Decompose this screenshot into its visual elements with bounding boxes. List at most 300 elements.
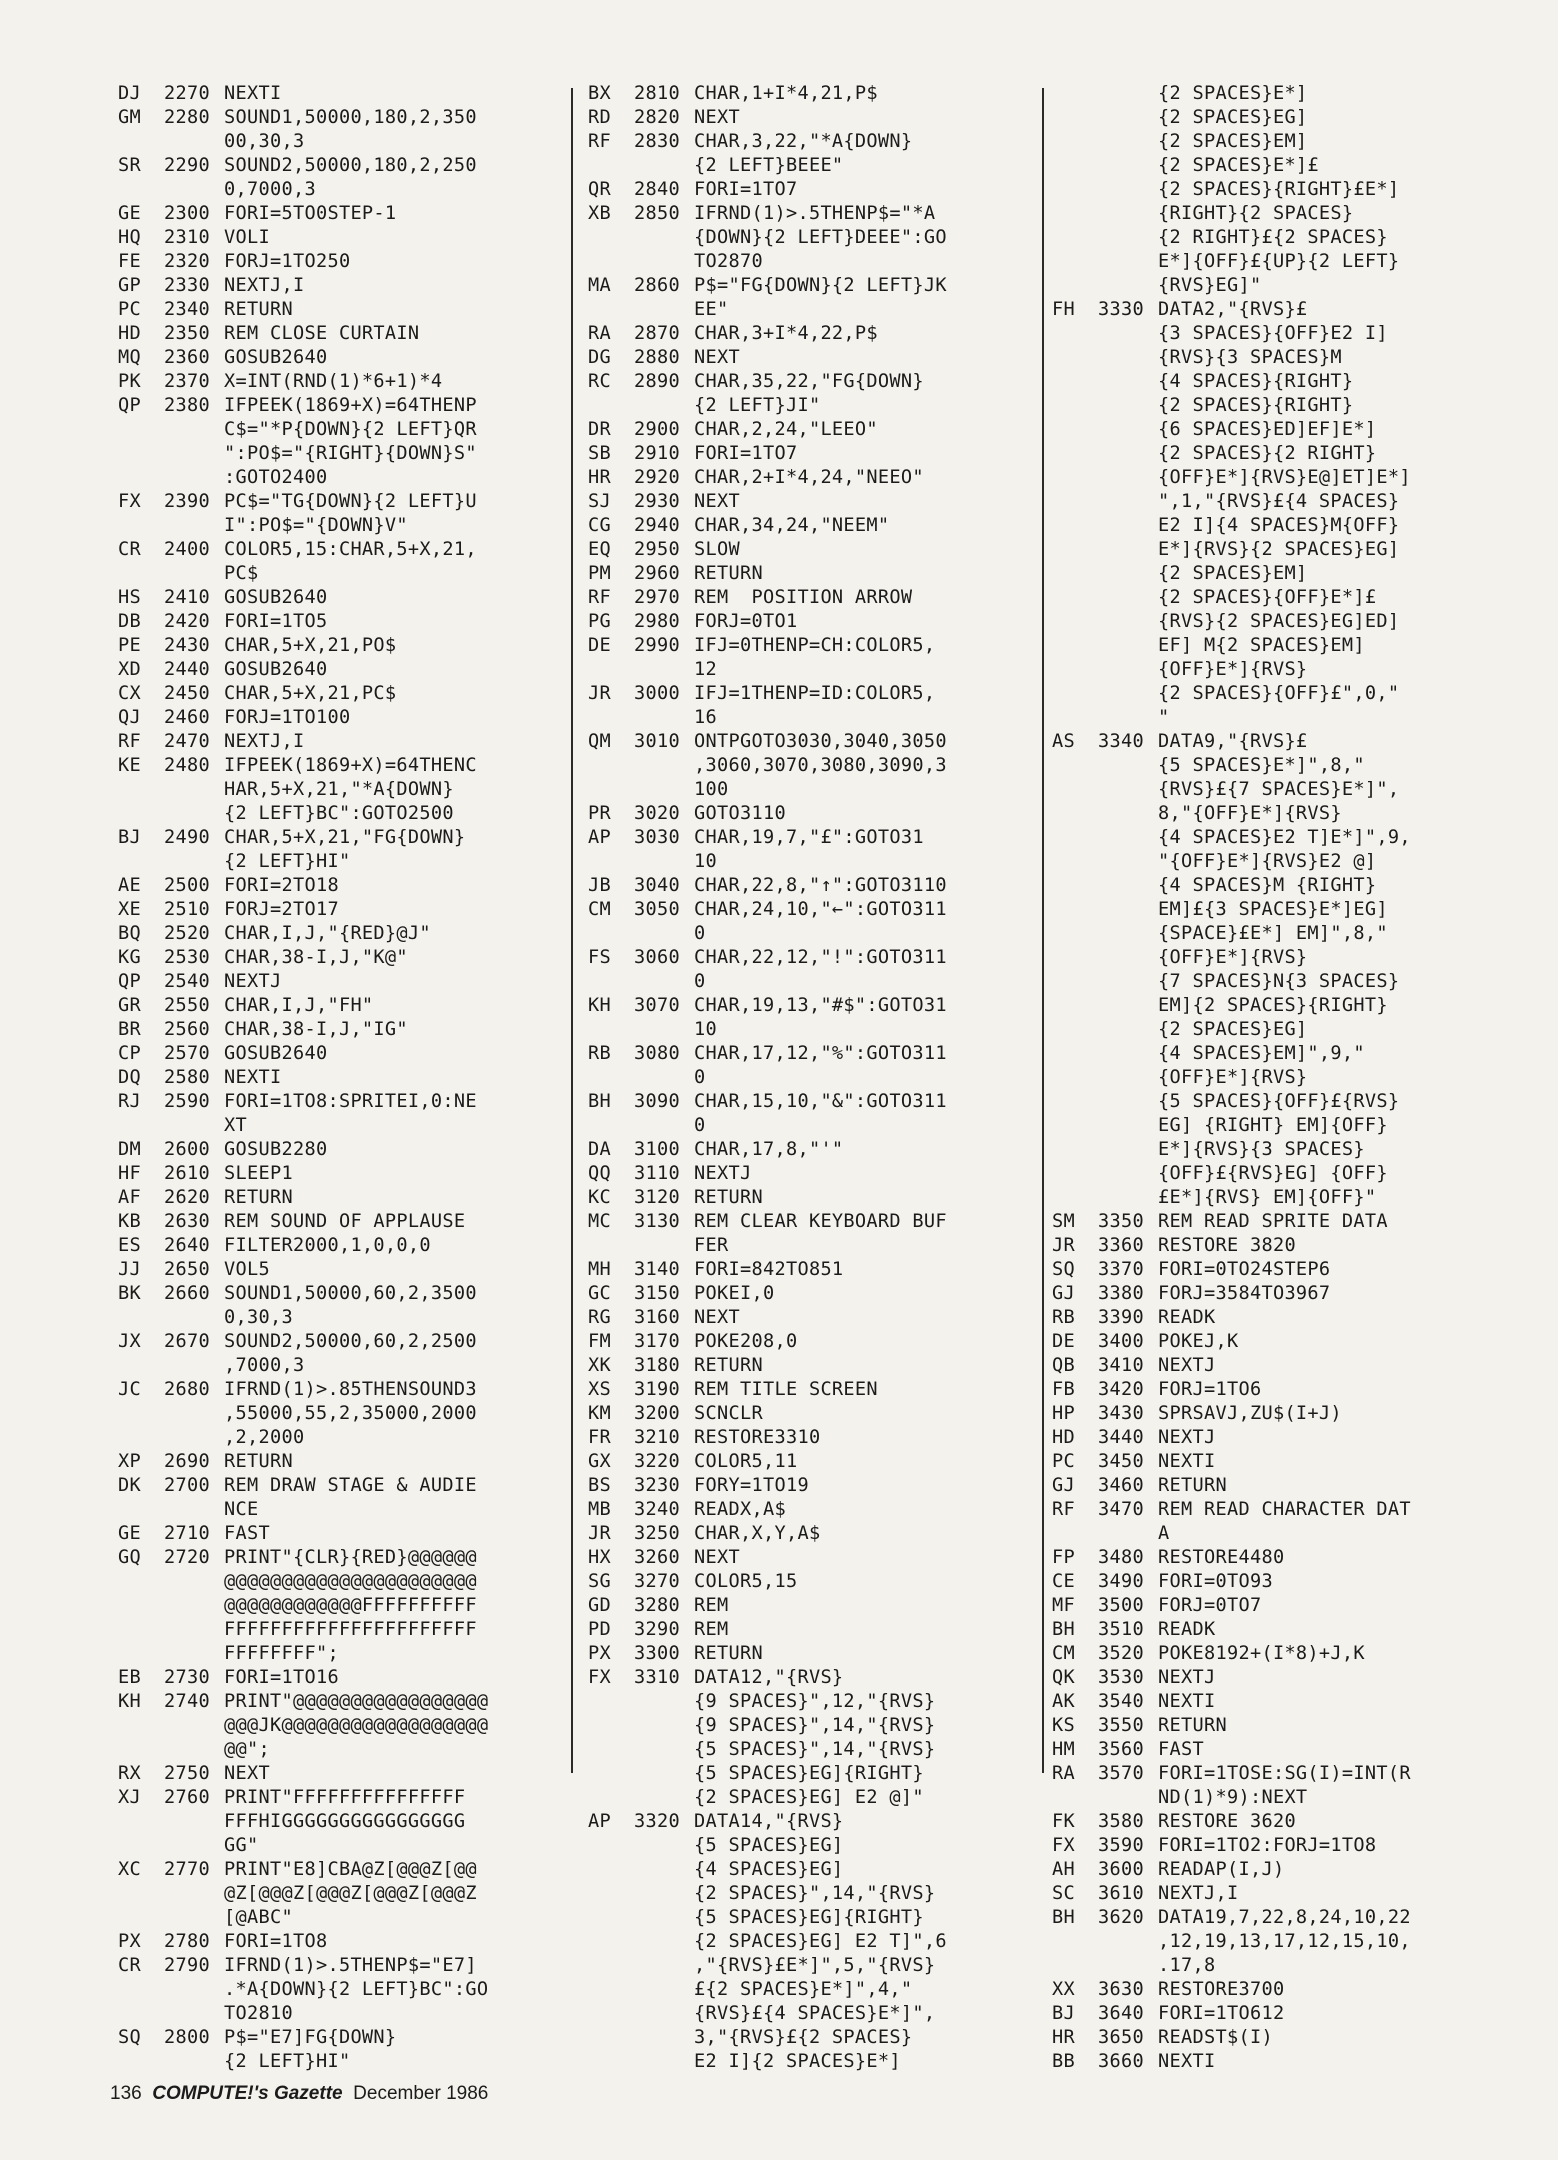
checksum: GJ: [1052, 1283, 1075, 1304]
line-number: 3330: [1098, 299, 1144, 320]
line-number: 2770: [164, 1859, 210, 1880]
checksum: BQ: [118, 923, 141, 944]
line-number: 3190: [634, 1379, 680, 1400]
code-text: SOUND2,50000,180,2,250: [224, 155, 477, 176]
code-continuation: £E*]{RVS} EM]{OFF}": [1158, 1187, 1377, 1208]
code-text: IFJ=1THENP=ID:COLOR5,: [694, 683, 936, 704]
code-text: FORI=1TO8:SPRITEI,0:NE: [224, 1091, 477, 1112]
listing-line: [1052, 1714, 1522, 1738]
listing-line: [588, 1594, 1036, 1618]
line-number: 2370: [164, 371, 210, 392]
code-text: RESTORE3310: [694, 1427, 821, 1448]
line-number: 2640: [164, 1235, 210, 1256]
code-text: RETURN: [224, 299, 293, 320]
listing-line: [588, 202, 1036, 274]
listing-line: [118, 1474, 566, 1522]
code-text: FORI=1TO8: [224, 1931, 328, 1952]
code-continuation: FFFFFFFF";: [224, 1643, 339, 1664]
listing-line: [588, 1306, 1036, 1330]
listing-line: [118, 970, 566, 994]
checksum: RC: [588, 371, 611, 392]
line-number: 3510: [1098, 1619, 1144, 1640]
listing-line: [118, 226, 566, 250]
listing-line: [588, 1138, 1036, 1162]
line-number: 2720: [164, 1547, 210, 1568]
line-number: 3100: [634, 1139, 680, 1160]
line-number: 3260: [634, 1547, 680, 1568]
checksum: GR: [118, 995, 141, 1016]
checksum: GC: [588, 1283, 611, 1304]
listing-line: [588, 178, 1036, 202]
line-number: 2630: [164, 1211, 210, 1232]
listing-line: [1052, 1738, 1522, 1762]
listing-line: [588, 1426, 1036, 1450]
checksum: PC: [1052, 1451, 1075, 1472]
checksum: PX: [588, 1643, 611, 1664]
code-text: FORI=1TO5: [224, 611, 328, 632]
listing-line: [1052, 1210, 1522, 1234]
line-number: 3030: [634, 827, 680, 848]
code-text: GOTO3110: [694, 803, 786, 824]
line-number: 3480: [1098, 1547, 1144, 1568]
checksum: SJ: [588, 491, 611, 512]
checksum: MC: [588, 1211, 611, 1232]
code-continuation: FFFHIGGGGGGGGGGGGGGGG: [224, 1811, 466, 1832]
listing-line: [588, 826, 1036, 874]
code-text: READK: [1158, 1307, 1216, 1328]
checksum: PR: [588, 803, 611, 824]
line-number: 3380: [1098, 1283, 1144, 1304]
listing-line: [588, 322, 1036, 346]
line-number: 2310: [164, 227, 210, 248]
listing-line: [1052, 1402, 1522, 1426]
code-text: REM TITLE SCREEN: [694, 1379, 878, 1400]
checksum: XP: [118, 1451, 141, 1472]
code-continuation: 10: [694, 851, 717, 872]
code-text: CHAR,3,22,"*A{DOWN}: [694, 131, 913, 152]
listing-line: [1052, 2002, 1522, 2026]
code-continuation: "{OFF}E*]{RVS}E2 @]: [1158, 851, 1377, 872]
column-divider: [1042, 88, 1044, 1773]
listing-line: [588, 1258, 1036, 1282]
code-text: FORY=1TO19: [694, 1475, 809, 1496]
listing-line: [588, 634, 1036, 682]
code-continuation: ": [1158, 707, 1170, 728]
checksum: PX: [118, 1931, 141, 1952]
line-number: 3580: [1098, 1811, 1144, 1832]
code-continuation: {5 SPACES}EG]: [694, 1835, 844, 1856]
line-number: 3110: [634, 1163, 680, 1184]
listing-line: [1052, 1906, 1522, 1978]
code-text: CHAR,19,13,"#$":GOTO31: [694, 995, 947, 1016]
listing-line: [118, 1090, 566, 1138]
code-text: CHAR,5+X,21,"FG{DOWN}: [224, 827, 466, 848]
listing-line: [118, 634, 566, 658]
code-continuation: @@@@@@@@@@@@FFFFFFFFFF: [224, 1595, 477, 1616]
code-text: RETURN: [694, 1643, 763, 1664]
line-number: 3270: [634, 1571, 680, 1592]
code-text: SOUND2,50000,60,2,2500: [224, 1331, 477, 1352]
checksum: DB: [118, 611, 141, 632]
checksum: KH: [118, 1691, 141, 1712]
checksum: RB: [588, 1043, 611, 1064]
code-text: GOSUB2640: [224, 587, 328, 608]
listing-line: [588, 1666, 1036, 1810]
listing-line: [588, 106, 1036, 130]
code-continuation: {2 SPACES}EG] E2 T]",6: [694, 1931, 947, 1952]
line-number: 2580: [164, 1067, 210, 1088]
line-number: 2430: [164, 635, 210, 656]
listing-line: [588, 1402, 1036, 1426]
listing-line: [588, 1330, 1036, 1354]
code-continuation: 0: [694, 1067, 706, 1088]
line-number: 2680: [164, 1379, 210, 1400]
line-number: 2480: [164, 755, 210, 776]
code-continuation: {RVS}{3 SPACES}M: [1158, 347, 1342, 368]
checksum: EQ: [588, 539, 611, 560]
listing-line: [118, 1018, 566, 1042]
code-continuation: 100: [694, 779, 729, 800]
listing-line: [1052, 730, 1522, 1210]
checksum: BH: [1052, 1619, 1075, 1640]
code-text: FORJ=3584TO3967: [1158, 1283, 1331, 1304]
checksum: AH: [1052, 1859, 1075, 1880]
listing-line: [1052, 1546, 1522, 1570]
code-continuation: 16: [694, 707, 717, 728]
line-number: 3090: [634, 1091, 680, 1112]
checksum: PC: [118, 299, 141, 320]
listing-line: [588, 346, 1036, 370]
checksum: SR: [118, 155, 141, 176]
listing-line: [588, 1546, 1036, 1570]
listing-line: [118, 394, 566, 490]
code-text: NEXTJ,I: [1158, 1883, 1239, 1904]
line-number: 3250: [634, 1523, 680, 1544]
line-number: 3010: [634, 731, 680, 752]
line-number: 3160: [634, 1307, 680, 1328]
checksum: DQ: [118, 1067, 141, 1088]
code-text: IFRND(1)>.5THENP$="E7]: [224, 1955, 477, 1976]
code-text: CHAR,2+I*4,24,"NEEO": [694, 467, 924, 488]
code-text: READAP(I,J): [1158, 1859, 1285, 1880]
listing-line: [118, 610, 566, 634]
checksum: CE: [1052, 1571, 1075, 1592]
checksum: AF: [118, 1187, 141, 1208]
listing-line: [118, 1762, 566, 1786]
checksum: RF: [588, 587, 611, 608]
listing-line: [588, 802, 1036, 826]
listing-line: [588, 1042, 1036, 1090]
listing-line: [588, 1642, 1036, 1666]
checksum: KC: [588, 1187, 611, 1208]
code-continuation: I":PO$="{DOWN}V": [224, 515, 408, 536]
line-number: 3180: [634, 1355, 680, 1376]
line-number: 3500: [1098, 1595, 1144, 1616]
code-continuation: {2 LEFT}HI": [224, 2051, 351, 2072]
code-text: X=INT(RND(1)*6+1)*4: [224, 371, 443, 392]
code-continuation: {5 SPACES}",14,"{RVS}: [694, 1739, 936, 1760]
checksum: RA: [588, 323, 611, 344]
listing-line: [118, 1546, 566, 1666]
listing-line: [1052, 1858, 1522, 1882]
listing-line: [118, 1378, 566, 1450]
line-number: 2840: [634, 179, 680, 200]
listing-line: [588, 1810, 1036, 2074]
line-number: 3660: [1098, 2051, 1144, 2072]
listing-column-3: [1052, 82, 1522, 2074]
checksum: QK: [1052, 1667, 1075, 1688]
checksum: QM: [588, 731, 611, 752]
line-number: 2320: [164, 251, 210, 272]
code-text: NEXTI: [1158, 1691, 1216, 1712]
code-continuation: ,7000,3: [224, 1355, 305, 1376]
checksum: HM: [1052, 1739, 1075, 1760]
line-number: 2290: [164, 155, 210, 176]
listing-line: [588, 610, 1036, 634]
code-text: FAST: [1158, 1739, 1204, 1760]
checksum: DR: [588, 419, 611, 440]
checksum: BX: [588, 83, 611, 104]
listing-line: [1052, 1594, 1522, 1618]
line-number: 3400: [1098, 1331, 1144, 1352]
listing-line: [118, 586, 566, 610]
code-text: DATA14,"{RVS}: [694, 1811, 844, 1832]
code-text: IFJ=0THENP=CH:COLOR5,: [694, 635, 936, 656]
line-number: 3240: [634, 1499, 680, 1520]
checksum: FK: [1052, 1811, 1075, 1832]
code-continuation: {2 SPACES}{OFF}E*]£: [1158, 587, 1377, 608]
code-continuation: ":PO$="{RIGHT}{DOWN}S": [224, 443, 477, 464]
checksum: JR: [1052, 1235, 1075, 1256]
checksum: XK: [588, 1355, 611, 1376]
code-continuation: PC$: [224, 563, 259, 584]
checksum: JR: [588, 683, 611, 704]
checksum: KG: [118, 947, 141, 968]
code-text: POKEJ,K: [1158, 1331, 1239, 1352]
listing-line: [118, 202, 566, 226]
listing-line: [1052, 1834, 1522, 1858]
line-number: 3300: [634, 1643, 680, 1664]
line-number: 2560: [164, 1019, 210, 1040]
code-continuation: TO2810: [224, 2003, 293, 2024]
code-continuation: @@";: [224, 1739, 270, 1760]
code-text: DATA19,7,22,8,24,10,22: [1158, 1907, 1411, 1928]
listing-line: [118, 706, 566, 730]
listing-line: [588, 274, 1036, 322]
line-number: 3320: [634, 1811, 680, 1832]
listing-line: [118, 250, 566, 274]
listing-line: [118, 946, 566, 970]
code-continuation: {RVS}{2 SPACES}EG]ED]: [1158, 611, 1400, 632]
checksum: BH: [1052, 1907, 1075, 1928]
line-number: 2340: [164, 299, 210, 320]
listing-line: [118, 898, 566, 922]
code-continuation: {RVS}EG]": [1158, 275, 1262, 296]
code-continuation: @@@@@@@@@@@@@@@@@@@@@@: [224, 1571, 477, 1592]
listing-line: [588, 130, 1036, 178]
line-number: 2990: [634, 635, 680, 656]
code-continuation: FER: [694, 1235, 729, 1256]
code-continuation: {2 SPACES}{OFF}£",0,": [1158, 683, 1400, 704]
code-continuation: 3,"{RVS}£{2 SPACES}: [694, 2027, 913, 2048]
code-text: REM CLOSE CURTAIN: [224, 323, 420, 344]
code-text: CHAR,38-I,J,"IG": [224, 1019, 408, 1040]
code-text: POKE208,0: [694, 1331, 798, 1352]
code-text: NEXT: [694, 491, 740, 512]
line-number: 2460: [164, 707, 210, 728]
code-text: NEXT: [694, 347, 740, 368]
checksum: XC: [118, 1859, 141, 1880]
code-continuation: EF] M{2 SPACES}EM]: [1158, 635, 1365, 656]
code-continuation: {3 SPACES}{OFF}E2 I]: [1158, 323, 1388, 344]
code-continuation: [@ABC": [224, 1907, 293, 1928]
line-number: 3140: [634, 1259, 680, 1280]
listing-line: [118, 1138, 566, 1162]
checksum: HQ: [118, 227, 141, 248]
line-number: 3200: [634, 1403, 680, 1424]
listing-line: [1052, 1690, 1522, 1714]
code-text: FORI=1TO612: [1158, 2003, 1285, 2024]
listing-line: [1052, 2050, 1522, 2074]
listing-line: [118, 1186, 566, 1210]
checksum: KB: [118, 1211, 141, 1232]
line-number: 2950: [634, 539, 680, 560]
checksum: PD: [588, 1619, 611, 1640]
code-continuation: FFFFFFFFFFFFFFFFFFFFFF: [224, 1619, 477, 1640]
code-continuation: {2 SPACES}EG] E2 @]": [694, 1787, 924, 1808]
checksum: CR: [118, 1955, 141, 1976]
code-text: FORJ=1TO100: [224, 707, 351, 728]
listing-line: [588, 466, 1036, 490]
code-continuation: {DOWN}{2 LEFT}DEEE":GO: [694, 227, 947, 248]
checksum: FB: [1052, 1379, 1075, 1400]
code-text: POKEI,0: [694, 1283, 775, 1304]
code-continuation: E*]{RVS}{2 SPACES}EG]: [1158, 539, 1400, 560]
listing-line: [588, 1162, 1036, 1186]
code-text: IFPEEK(1869+X)=64THENP: [224, 395, 477, 416]
code-text: FORI=0TO24STEP6: [1158, 1259, 1331, 1280]
line-number: 3490: [1098, 1571, 1144, 1592]
code-text: DATA9,"{RVS}£: [1158, 731, 1308, 752]
code-text: REM POSITION ARROW: [694, 587, 913, 608]
line-number: 2790: [164, 1955, 210, 1976]
checksum: XB: [588, 203, 611, 224]
listing-line: [118, 370, 566, 394]
checksum: HX: [588, 1547, 611, 1568]
listing-line: [118, 490, 566, 538]
code-text: CHAR,3+I*4,22,P$: [694, 323, 878, 344]
code-text: GOSUB2640: [224, 659, 328, 680]
line-number: 2660: [164, 1283, 210, 1304]
checksum: MB: [588, 1499, 611, 1520]
checksum: XE: [118, 899, 141, 920]
code-continuation: @Z[@@@Z[@@@Z[@@@Z[@@@Z: [224, 1883, 477, 1904]
line-number: 2820: [634, 107, 680, 128]
code-continuation: {4 SPACES}{RIGHT}: [1158, 371, 1354, 392]
line-number: 3150: [634, 1283, 680, 1304]
checksum: SQ: [118, 2027, 141, 2048]
line-number: 3620: [1098, 1907, 1144, 1928]
line-number: 3170: [634, 1331, 680, 1352]
line-number: 2710: [164, 1523, 210, 1544]
code-text: CHAR,38-I,J,"K@": [224, 947, 408, 968]
checksum: HS: [118, 587, 141, 608]
line-number: 2750: [164, 1763, 210, 1784]
listing-line: [118, 1330, 566, 1378]
code-continuation: {2 SPACES}",14,"{RVS}: [694, 1883, 936, 1904]
code-continuation: {2 LEFT}JI": [694, 395, 821, 416]
listing-line: [588, 1522, 1036, 1546]
line-number: 2470: [164, 731, 210, 752]
checksum: CM: [588, 899, 611, 920]
code-continuation: {5 SPACES}EG]{RIGHT}: [694, 1907, 924, 1928]
checksum: FP: [1052, 1547, 1075, 1568]
code-text: GOSUB2640: [224, 347, 328, 368]
line-number: 3210: [634, 1427, 680, 1448]
line-number: 3470: [1098, 1499, 1144, 1520]
code-text: READX,A$: [694, 1499, 786, 1520]
line-number: 2610: [164, 1163, 210, 1184]
code-continuation: {4 SPACES}EG]: [694, 1859, 844, 1880]
code-text: CHAR,22,8,"↑":GOTO3110: [694, 875, 947, 896]
line-number: 3220: [634, 1451, 680, 1472]
checksum: RG: [588, 1307, 611, 1328]
code-text: NEXTJ: [224, 971, 282, 992]
code-continuation: {RVS}£{4 SPACES}E*]",: [694, 2003, 936, 2024]
code-text: REM READ CHARACTER DAT: [1158, 1499, 1411, 1520]
code-text: FORI=5TO0STEP-1: [224, 203, 397, 224]
listing-line: [588, 682, 1036, 730]
listing-line: [588, 562, 1036, 586]
line-number: 2350: [164, 323, 210, 344]
code-continuation: HAR,5+X,21,"*A{DOWN}: [224, 779, 454, 800]
line-number: 2910: [634, 443, 680, 464]
line-number: 2900: [634, 419, 680, 440]
listing-line: [1052, 1498, 1522, 1546]
listing-line: [118, 346, 566, 370]
checksum: FX: [588, 1667, 611, 1688]
checksum: KE: [118, 755, 141, 776]
code-continuation: £{2 SPACES}E*]",4,": [694, 1979, 913, 2000]
code-continuation: {5 SPACES}EG]{RIGHT}: [694, 1763, 924, 1784]
line-number: 2420: [164, 611, 210, 632]
checksum: DE: [1052, 1331, 1075, 1352]
listing-line: [1052, 2026, 1522, 2050]
code-continuation: EM]{2 SPACES}{RIGHT}: [1158, 995, 1388, 1016]
line-number: 3060: [634, 947, 680, 968]
checksum: QJ: [118, 707, 141, 728]
code-continuation: {4 SPACES}EM]",9,": [1158, 1043, 1365, 1064]
listing-line: [588, 994, 1036, 1042]
line-number: 3570: [1098, 1763, 1144, 1784]
checksum: GP: [118, 275, 141, 296]
listing-line: [1052, 1426, 1522, 1450]
checksum: AK: [1052, 1691, 1075, 1712]
code-continuation: {4 SPACES}M {RIGHT}: [1158, 875, 1377, 896]
listing-line: [588, 1186, 1036, 1210]
checksum: RF: [118, 731, 141, 752]
code-text: REM CLEAR KEYBOARD BUF: [694, 1211, 947, 1232]
listing-line: [118, 538, 566, 586]
code-continuation: .17,8: [1158, 1955, 1216, 1976]
code-continuation: A: [1158, 1523, 1170, 1544]
checksum: JB: [588, 875, 611, 896]
code-text: CHAR,19,7,"£":GOTO31: [694, 827, 924, 848]
listing-line: [1052, 1258, 1522, 1282]
checksum: QB: [1052, 1355, 1075, 1376]
code-continuation: {SPACE}£E*] EM]",8,": [1158, 923, 1388, 944]
line-number: 2650: [164, 1259, 210, 1280]
